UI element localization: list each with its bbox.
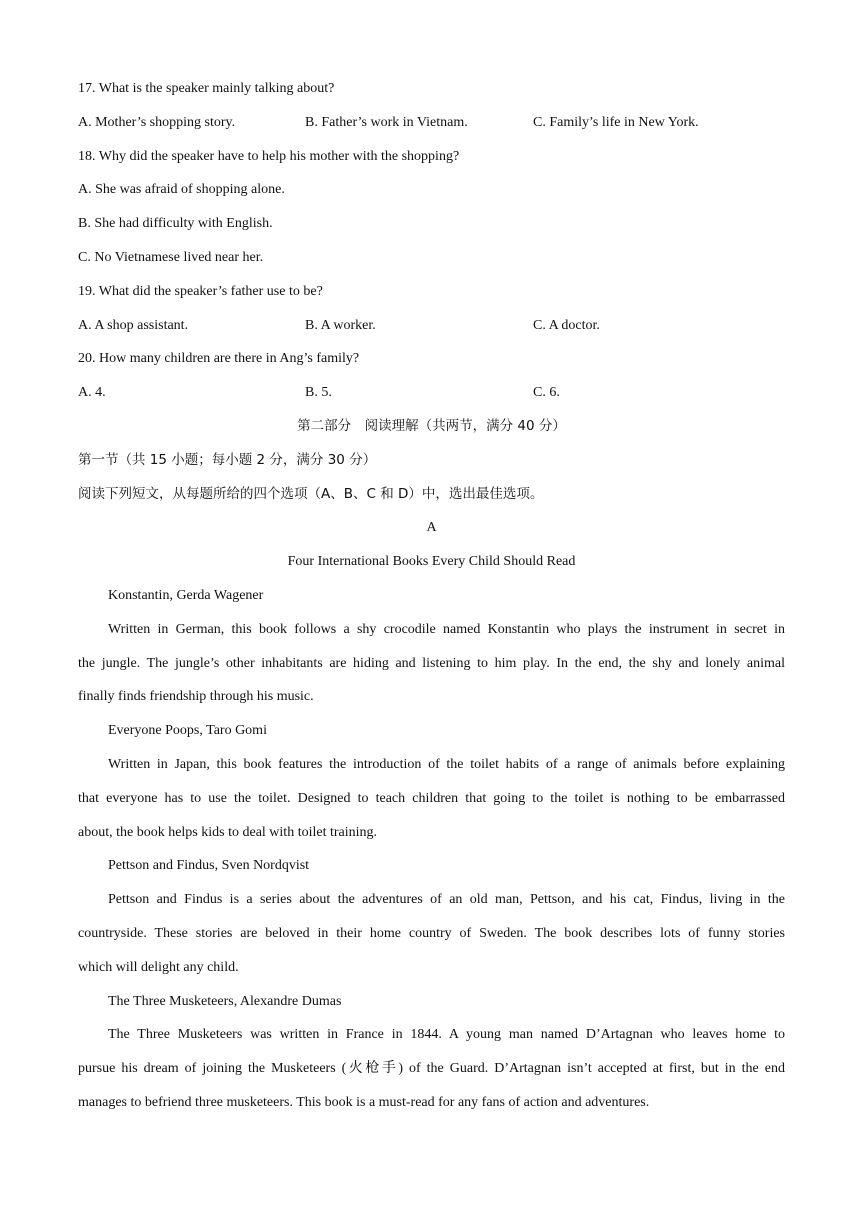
answer-options <box>78 309 785 343</box>
paragraph-line: The Three Musketeers was written in France in 1844. A young man named D’Artagnan who leaves home to <box>108 1027 785 1043</box>
option-a: A. Mother’s shopping story. <box>78 114 236 130</box>
option-a: A. She was afraid of shopping alone. <box>78 182 285 198</box>
book-description <box>78 1018 785 1119</box>
question-stem: 17. What is the speaker mainly talking about? <box>78 81 335 96</box>
book-heading: The Three Musketeers, Alexandre Dumas <box>108 993 342 1009</box>
book-description <box>78 613 785 714</box>
paragraph-line: about, the book helps kids to deal with toilet training. <box>78 824 378 840</box>
option-a: A. 4. <box>78 385 106 401</box>
passage-title: Four International Books Every Child Should Read <box>287 554 576 570</box>
paragraph-line: which will delight any child. <box>78 959 239 975</box>
book-description <box>78 883 785 984</box>
paragraph-line: manages to befriend three musketeers. This book is a must-read for any fans of action and adventures. <box>78 1094 650 1110</box>
option-c: C. Family’s life in New York. <box>533 114 699 130</box>
option-a: A. A shop assistant. <box>78 317 189 333</box>
option-c: C. No Vietnamese lived near her. <box>78 249 264 265</box>
answer-options <box>78 376 785 410</box>
exam-page <box>78 72 785 1120</box>
book-heading: Everyone Poops, Taro Gomi <box>108 723 267 739</box>
paragraph-line: the jungle. The jungle’s other inhabitants are hiding and listening to him play. In the end, the shy and lonely animal <box>78 655 785 671</box>
paragraph-line: pursue his dream of joining the Musketeers (火枪手) of the Guard. D’Artagnan isn’t accepted at first, but in the end <box>78 1061 785 1077</box>
book-heading: Konstantin, Gerda Wagener <box>108 587 264 603</box>
question-stem: 18. Why did the speaker have to help his mother with the shopping? <box>78 148 460 164</box>
question-stem: 19. What did the speaker’s father use to be? <box>78 283 323 299</box>
section-instruction: 阅读下列短文，从每题所给的四个选项（A、B、C 和 D）中，选出最佳选项。 <box>78 485 544 502</box>
option-c: C. 6. <box>533 385 560 401</box>
passage-label: A <box>426 520 437 536</box>
option-c: C. A doctor. <box>533 317 600 333</box>
paragraph-line: Pettson and Findus is a series about the adventures of an old man, Pettson, and his cat, Findus, living in the <box>108 892 785 908</box>
part-heading: 第二部分 阅读理解（共两节，满分 40 分） <box>297 417 566 434</box>
paragraph-line: countryside. These stories are beloved in their home country of Sweden. The book describes lots of funny stories <box>78 925 785 941</box>
book-description <box>78 748 785 849</box>
paragraph-line: Written in Japan, this book features the introduction of the toilet habits of a range of animals before explaining <box>108 756 785 772</box>
option-b: B. Father’s work in Vietnam. <box>305 114 468 130</box>
option-b: B. She had difficulty with English. <box>78 216 273 232</box>
answer-options <box>78 106 785 140</box>
paragraph-line: finally finds friendship through his music. <box>78 689 314 705</box>
paragraph-line: Written in German, this book follows a shy crocodile named Konstantin who plays the instrument in secret in <box>108 621 785 637</box>
option-b: B. A worker. <box>305 317 376 333</box>
section-heading: 第一节（共 15 小题；每小题 2 分，满分 30 分） <box>78 451 377 468</box>
paragraph-line: that everyone has to use the toilet. Designed to teach children that going to the toilet is nothing to be embarrassed <box>78 790 785 806</box>
question-stem: 20. How many children are there in Ang’s family? <box>78 351 360 367</box>
option-b: B. 5. <box>305 385 332 401</box>
book-heading: Pettson and Findus, Sven Nordqvist <box>108 858 310 874</box>
